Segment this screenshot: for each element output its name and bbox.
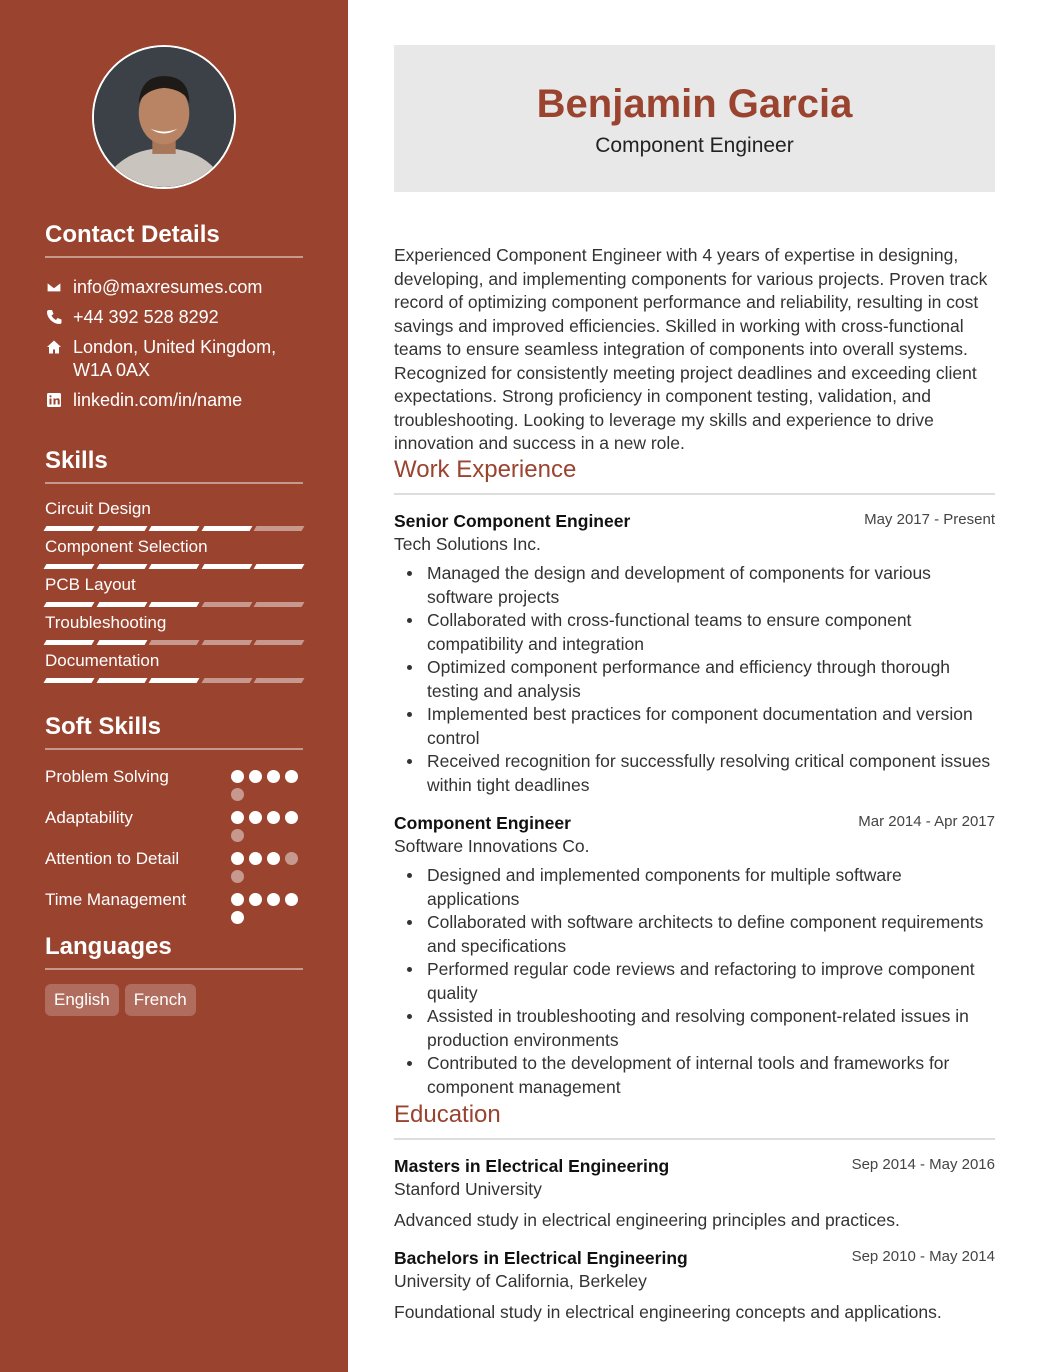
contact-address-line1: London, United Kingdom, (73, 337, 277, 357)
soft-skill-dots (231, 887, 303, 924)
job-bullet: Contributed to the development of internal tools and frameworks for component management (394, 1052, 995, 1099)
job-bullet: Assisted in troubleshooting and resolving component-related issues in production environments (394, 1005, 995, 1052)
skill-level-bars (45, 564, 303, 569)
job-bullet: Optimized component performance and efficiency through thorough testing and analysis (394, 656, 995, 703)
skill-level-segment (44, 602, 94, 607)
soft-skill-item (45, 805, 303, 842)
skill-item (45, 574, 303, 607)
soft-skill-dot (231, 788, 244, 801)
skill-level-segment (254, 564, 304, 569)
soft-skill-dot (267, 770, 280, 783)
soft-skill-dot (231, 829, 244, 842)
skills-section (45, 446, 303, 688)
soft-skill-dot (267, 852, 280, 865)
soft-skill-dot (231, 893, 244, 906)
job-title: Component Engineer (394, 813, 571, 833)
soft-skill-dot (267, 811, 280, 824)
job-date: May 2017 - Present (864, 511, 995, 528)
skill-name: Circuit Design (45, 499, 151, 518)
skill-level-segment (149, 678, 199, 683)
contact-phone[interactable] (45, 306, 303, 329)
skill-level-segment (201, 602, 251, 607)
skill-level-segment (149, 640, 199, 645)
skill-level-segment (96, 602, 146, 607)
skill-level-segment (149, 602, 199, 607)
work-title: Work Experience (394, 455, 995, 495)
job-bullet: Designed and implemented components for multiple software applications (394, 864, 995, 911)
skill-name: PCB Layout (45, 575, 136, 594)
skill-item (45, 650, 303, 683)
sidebar (0, 0, 348, 1372)
contact-section (45, 220, 303, 419)
soft-skill-dot (249, 893, 262, 906)
job-bullet: Performed regular code reviews and refactoring to improve component quality (394, 958, 995, 1005)
skill-level-segment (254, 602, 304, 607)
job-entry (394, 812, 995, 1099)
linkedin-icon (45, 391, 63, 409)
education-title: Education (394, 1100, 995, 1140)
profile-photo (94, 47, 234, 187)
soft-skill-name: Time Management (45, 890, 187, 909)
contact-address-line2: W1A 0AX (73, 360, 151, 380)
soft-skill-dot (285, 770, 298, 783)
skill-item (45, 498, 303, 531)
education-date: Sep 2014 - May 2016 (851, 1156, 995, 1173)
education-entry (394, 1247, 995, 1324)
skill-name: Documentation (45, 651, 160, 670)
language-tag: French (125, 984, 196, 1016)
soft-skill-dots (231, 764, 303, 801)
contact-title: Contact Details (45, 220, 303, 258)
job-bullet: Managed the design and development of components for various software projects (394, 562, 995, 609)
name-header (394, 45, 995, 192)
soft-skill-dot (285, 811, 298, 824)
skill-level-segment (96, 526, 146, 531)
soft-skill-dot (231, 870, 244, 883)
job-company: Tech Solutions Inc. (394, 534, 541, 554)
skill-level-segment (201, 526, 251, 531)
contact-email[interactable] (45, 276, 303, 299)
skill-level-segment (96, 564, 146, 569)
soft-skill-dots (231, 805, 303, 842)
languages-section (45, 932, 303, 1016)
person-role: Component Engineer (595, 134, 794, 157)
skill-level-segment (44, 564, 94, 569)
job-bullet: Collaborated with cross-functional teams to ensure component compatibility and integration (394, 609, 995, 656)
contact-phone-text: +44 392 528 8292 (73, 307, 219, 327)
soft-skill-name: Problem Solving (45, 767, 169, 786)
soft-skill-item (45, 887, 303, 924)
education-date: Sep 2010 - May 2014 (851, 1248, 995, 1265)
contact-address (45, 336, 303, 382)
skill-level-segment (44, 678, 94, 683)
skill-level-segment (254, 640, 304, 645)
skill-level-segment (201, 640, 251, 645)
skill-level-segment (201, 564, 251, 569)
envelope-icon (45, 278, 63, 296)
skills-title: Skills (45, 446, 303, 484)
skill-level-segment (149, 526, 199, 531)
soft-skill-name: Attention to Detail (45, 849, 180, 868)
soft-skills-section (45, 712, 303, 928)
skill-item (45, 612, 303, 645)
home-icon (45, 338, 63, 356)
job-bullets (394, 864, 995, 1099)
contact-email-text: info@maxresumes.com (73, 277, 263, 297)
contact-linkedin-text: linkedin.com/in/name (73, 390, 243, 410)
skill-name: Component Selection (45, 537, 208, 556)
job-bullets (394, 562, 995, 797)
education-header (394, 1247, 995, 1270)
education-entry (394, 1155, 995, 1232)
soft-skill-dot (231, 770, 244, 783)
job-bullet: Received recognition for successfully resolving critical component issues within tight deadlines (394, 750, 995, 797)
soft-skill-dot (249, 770, 262, 783)
job-title: Senior Component Engineer (394, 511, 631, 531)
skill-level-segment (44, 526, 94, 531)
skill-level-bars (45, 678, 303, 683)
skill-level-segment (149, 564, 199, 569)
skill-item (45, 536, 303, 569)
skill-level-segment (254, 526, 304, 531)
skill-level-bars (45, 602, 303, 607)
job-bullet: Collaborated with software architects to define component requirements and specifications (394, 911, 995, 958)
job-date: Mar 2014 - Apr 2017 (858, 813, 995, 830)
skill-level-segment (96, 678, 146, 683)
soft-skill-dot (285, 852, 298, 865)
job-company: Software Innovations Co. (394, 836, 590, 856)
soft-skill-dot (249, 811, 262, 824)
soft-skill-dots (231, 846, 303, 883)
soft-skill-item (45, 764, 303, 801)
job-entry (394, 510, 995, 797)
summary-text: Experienced Component Engineer with 4 years of expertise in designing, developing, and implementing components for various projects. Proven track record of optimizing component performance and reliability, resulting in cost savings and improved efficiencies. Skilled in working with cross-functional teams to ensure seamless integration of components into overall systems. Recognized for consistently meeting project deadlines and exceeding client expectations. Strong proficiency in component testing, validation, and troubleshooting. Looking to leverage my skills and experience to drive innovation and success in a new role. (394, 245, 988, 453)
skill-level-segment (254, 678, 304, 683)
soft-skill-dot (231, 811, 244, 824)
work-section (394, 455, 995, 1099)
soft-skill-dot (267, 893, 280, 906)
education-degree: Bachelors in Electrical Engineering (394, 1248, 688, 1268)
language-tag: English (45, 984, 119, 1016)
job-bullet: Implemented best practices for component documentation and version control (394, 703, 995, 750)
soft-skills-title: Soft Skills (45, 712, 303, 750)
languages-title: Languages (45, 932, 303, 970)
phone-icon (45, 308, 63, 326)
soft-skill-dot (231, 911, 244, 924)
soft-skill-dot (285, 893, 298, 906)
education-description: Foundational study in electrical engineering concepts and applications. (394, 1302, 942, 1322)
soft-skill-dot (231, 852, 244, 865)
education-description: Advanced study in electrical engineering principles and practices. (394, 1210, 900, 1230)
contact-linkedin[interactable] (45, 389, 303, 412)
person-name: Benjamin Garcia (536, 82, 853, 126)
skill-level-bars (45, 526, 303, 531)
education-degree: Masters in Electrical Engineering (394, 1156, 670, 1176)
education-section (394, 1100, 995, 1324)
education-school: University of California, Berkeley (394, 1271, 647, 1291)
skill-level-segment (96, 640, 146, 645)
soft-skill-name: Adaptability (45, 808, 133, 827)
job-header (394, 812, 995, 835)
skill-level-segment (44, 640, 94, 645)
avatar (92, 45, 236, 189)
job-header (394, 510, 995, 533)
skill-level-bars (45, 640, 303, 645)
education-school: Stanford University (394, 1179, 542, 1199)
skill-name: Troubleshooting (45, 613, 167, 632)
education-header (394, 1155, 995, 1178)
soft-skill-dot (249, 852, 262, 865)
soft-skill-item (45, 846, 303, 883)
skill-level-segment (201, 678, 251, 683)
